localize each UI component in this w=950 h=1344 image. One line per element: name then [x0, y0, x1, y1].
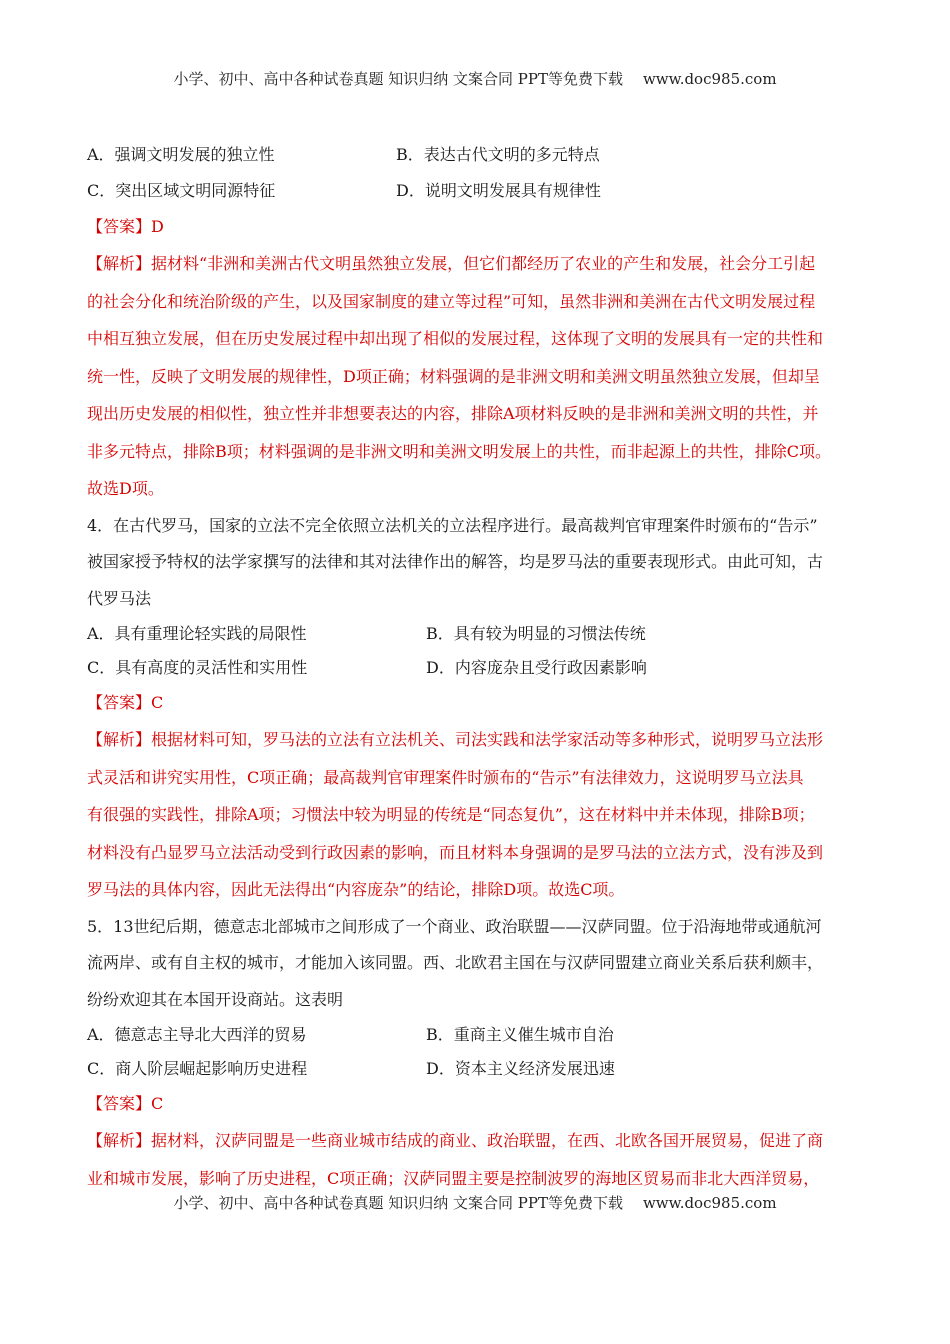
q4-analysis-line: 式灵活和讲究实用性，C项正确；最高裁判官审理案件时颁布的“告示”有法律效力，这说明罗马立法具 [87, 767, 804, 787]
q5-stem-line: 5．13世纪后期，德意志北部城市之间形成了一个商业、政治联盟——汉萨同盟。位于沿海地带或通航河 [87, 916, 822, 936]
page-header [0, 68, 950, 89]
q4-option-d: D．内容庞杂且受行政因素影响 [426, 658, 647, 677]
q4-analysis-line: 有很强的实践性，排除A项；习惯法中较为明显的传统是“同态复仇”，这在材料中并未体现，排除B项； [87, 805, 815, 824]
document-body [87, 137, 877, 1197]
q4-stem-line: 4．在古代罗马，国家的立法不完全依照立法机关的立法程序进行。最高裁判官审理案件时颁布的“告示” [87, 515, 818, 535]
q5-analysis-line: 业和城市发展，影响了历史进程，C项正确；汉萨同盟主要是控制波罗的海地区贸易而非北大西洋贸易， [87, 1168, 820, 1188]
q5-analysis [87, 1122, 877, 1197]
q3-analysis-line: 【解析】据材料“非洲和美洲古代文明虽然独立发展，但它们都经历了农业的产生和发展，社会分工引起 [87, 254, 816, 273]
q4-stem-line: 代罗马法 [87, 588, 152, 608]
q5-answer: 【答案】C [87, 1094, 164, 1113]
q3-analysis-line: 故选D项。 [87, 479, 164, 498]
q3-option-b: B．表达古代文明的多元特点 [396, 145, 600, 164]
q5-stem-line: 纷纷欢迎其在本国开设商站。这表明 [87, 989, 344, 1009]
q4-options-row-2 [87, 651, 877, 685]
q4-analysis [87, 721, 877, 909]
q3-analysis [87, 245, 877, 508]
q4-option-b: B．具有较为明显的习惯法传统 [426, 624, 646, 643]
q3-analysis-line: 统一性，反映了文明发展的规律性，D项正确；材料强调的是非洲文明和美洲文明虽然独立发展，但却呈 [87, 366, 820, 386]
header-url[interactable]: www.doc985.com [642, 70, 777, 88]
q3-analysis-line: 现出历史发展的相似性，独立性并非想要表达的内容，排除A项材料反映的是非洲和美洲文明的共性，并 [87, 404, 819, 423]
q5-stem-line: 流两岸、或有自主权的城市，才能加入该同盟。西、北欧君主国在与汉萨同盟建立商业关系后获利颇丰， [87, 953, 824, 972]
q4-analysis-line: 材料没有凸显罗马立法活动受到行政因素的影响，而且材料本身强调的是罗马法的立法方式，没有涉及到 [87, 842, 824, 862]
q4-stem [87, 508, 877, 618]
footer-text: 小学、初中、高中各种试卷真题 知识归纳 文案合同 PPT等免费下载 [173, 1194, 623, 1212]
q3-analysis-line: 中相互独立发展，但在历史发展过程中却出现了相似的发展过程，这体现了文明的发展具有一定的共性和 [87, 329, 824, 348]
q5-stem [87, 909, 877, 1019]
q5-option-c: C．商人阶层崛起影响历史进程 [87, 1059, 308, 1078]
page-footer [0, 1192, 950, 1213]
q4-options-row-1 [87, 617, 877, 651]
q4-option-c: C．具有高度的灵活性和实用性 [87, 658, 308, 677]
q3-analysis-line: 的社会分化和统治阶级的产生，以及国家制度的建立等过程”可知，虽然非洲和美洲在古代文明发展过程 [87, 291, 816, 311]
q5-option-d: D．资本主义经济发展迅速 [426, 1059, 615, 1078]
q5-option-b: B．重商主义催生城市自治 [426, 1025, 614, 1044]
q4-analysis-line: 罗马法的具体内容，因此无法得出“内容庞杂”的结论，排除D项。故选C项。 [87, 880, 625, 899]
q5-analysis-line: 【解析】据材料，汉萨同盟是一些商业城市结成的商业、政治联盟，在西、北欧各国开展贸易，促进了商 [87, 1131, 824, 1150]
q5-option-a: A．德意志主导北大西洋的贸易 [87, 1025, 307, 1044]
q3-answer: 【答案】D [87, 217, 164, 236]
q5-options-row-2 [87, 1052, 877, 1086]
q3-option-a: A．强调文明发展的独立性 [87, 145, 275, 164]
q4-analysis-line: 【解析】根据材料可知，罗马法的立法有立法机关、司法实践和法学家活动等多种形式，说明罗马立法形 [87, 730, 824, 749]
q4-option-a: A．具有重理论轻实践的局限性 [87, 624, 307, 643]
q3-analysis-line: 非多元特点，排除B项；材料强调的是非洲文明和美洲文明发展上的共性，而非起源上的共性，排除C项。 [87, 441, 832, 461]
q4-stem-line: 被国家授予特权的法学家撰写的法律和其对法律作出的解答，均是罗马法的重要表现形式。由此可知，古 [87, 552, 824, 571]
q4-answer: 【答案】C [87, 693, 164, 712]
q3-options-row-1 [87, 137, 877, 173]
header-text: 小学、初中、高中各种试卷真题 知识归纳 文案合同 PPT等免费下载 [173, 70, 623, 88]
footer-url[interactable]: www.doc985.com [642, 1194, 777, 1212]
q5-options-row-1 [87, 1018, 877, 1052]
q3-option-c: C．突出区域文明同源特征 [87, 181, 276, 200]
q3-option-d: D．说明文明发展具有规律性 [396, 181, 601, 200]
q3-options-row-2 [87, 173, 877, 209]
